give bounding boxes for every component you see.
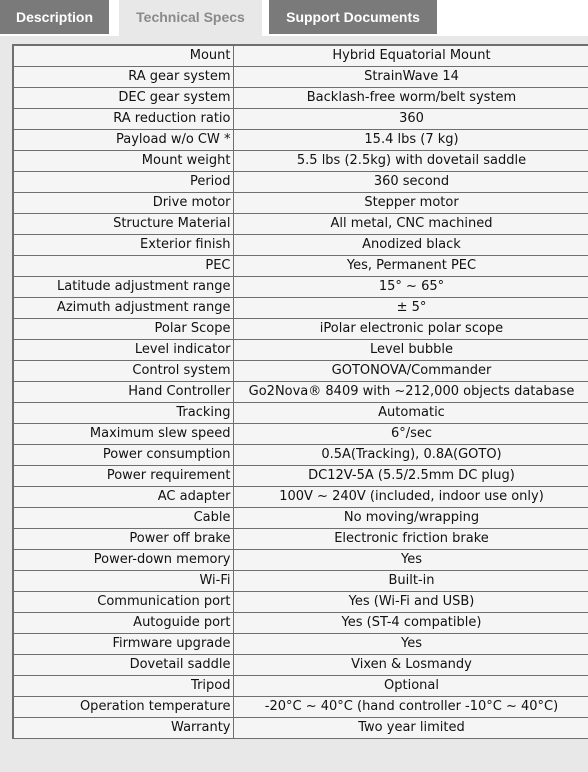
- spec-value: Optional: [233, 675, 588, 696]
- spec-value: Anodized black: [233, 234, 588, 255]
- spec-label: Power requirement: [13, 465, 233, 486]
- spec-label: Power consumption: [13, 444, 233, 465]
- spec-value: 15.4 lbs (7 kg): [233, 129, 588, 150]
- tab-support-documents[interactable]: Support Documents: [269, 0, 437, 34]
- spec-value: Backlash-free worm/belt system: [233, 87, 588, 108]
- spec-value: GOTONOVA/Commander: [233, 360, 588, 381]
- spec-label: Azimuth adjustment range: [13, 297, 233, 318]
- table-row: [13, 717, 588, 738]
- spec-value: Go2Nova® 8409 with ~212,000 objects database: [233, 381, 588, 402]
- table-row: [13, 45, 588, 66]
- spec-label: Latitude adjustment range: [13, 276, 233, 297]
- table-row: [13, 276, 588, 297]
- spec-value: Stepper motor: [233, 192, 588, 213]
- spec-value: iPolar electronic polar scope: [233, 318, 588, 339]
- spec-label: Hand Controller: [13, 381, 233, 402]
- tab-panel-technical-specs: [0, 36, 588, 772]
- spec-value: No moving/wrapping: [233, 507, 588, 528]
- spec-label: Dovetail saddle: [13, 654, 233, 675]
- spec-value: Hybrid Equatorial Mount: [233, 45, 588, 66]
- spec-value: ± 5°: [233, 297, 588, 318]
- table-row: [13, 696, 588, 717]
- table-row: [13, 255, 588, 276]
- spec-label: Drive motor: [13, 192, 233, 213]
- table-row: [13, 612, 588, 633]
- spec-label: Tracking: [13, 402, 233, 423]
- table-row: [13, 402, 588, 423]
- spec-value: 360 second: [233, 171, 588, 192]
- spec-value: 6°/sec: [233, 423, 588, 444]
- spec-value: 5.5 lbs (2.5kg) with dovetail saddle: [233, 150, 588, 171]
- spec-value: 360: [233, 108, 588, 129]
- spec-value: All metal, CNC machined: [233, 213, 588, 234]
- table-row: [13, 570, 588, 591]
- table-row: [13, 528, 588, 549]
- table-row: [13, 381, 588, 402]
- table-row: [13, 192, 588, 213]
- spec-label: Autoguide port: [13, 612, 233, 633]
- spec-value: Vixen & Losmandy: [233, 654, 588, 675]
- table-row: [13, 297, 588, 318]
- table-row: [13, 591, 588, 612]
- table-row: [13, 87, 588, 108]
- spec-label: DEC gear system: [13, 87, 233, 108]
- spec-label: Communication port: [13, 591, 233, 612]
- spec-label: RA reduction ratio: [13, 108, 233, 129]
- spec-value: Yes: [233, 549, 588, 570]
- spec-value: Yes, Permanent PEC: [233, 255, 588, 276]
- table-row: [13, 633, 588, 654]
- spec-value: Two year limited: [233, 717, 588, 738]
- spec-label: Structure Material: [13, 213, 233, 234]
- spec-label: Level indicator: [13, 339, 233, 360]
- spec-value: -20°C ~ 40°C (hand controller -10°C ~ 40°C): [233, 696, 588, 717]
- spec-label: Firmware upgrade: [13, 633, 233, 654]
- spec-label: Payload w/o CW *: [13, 129, 233, 150]
- spec-value: 100V ~ 240V (included, indoor use only): [233, 486, 588, 507]
- spec-value: Automatic: [233, 402, 588, 423]
- table-row: [13, 654, 588, 675]
- spec-label: Mount weight: [13, 150, 233, 171]
- spec-value: Level bubble: [233, 339, 588, 360]
- spec-value: Yes (ST-4 compatible): [233, 612, 588, 633]
- spec-value: Yes (Wi-Fi and USB): [233, 591, 588, 612]
- table-row: [13, 465, 588, 486]
- spec-label: Operation temperature: [13, 696, 233, 717]
- spec-label: Exterior finish: [13, 234, 233, 255]
- table-row: [13, 360, 588, 381]
- spec-label: Power-down memory: [13, 549, 233, 570]
- table-row: [13, 171, 588, 192]
- spec-value: 15° ~ 65°: [233, 276, 588, 297]
- spec-value: 0.5A(Tracking), 0.8A(GOTO): [233, 444, 588, 465]
- spec-label: Mount: [13, 45, 233, 66]
- spec-value: Built-in: [233, 570, 588, 591]
- spec-value: Electronic friction brake: [233, 528, 588, 549]
- spec-label: Warranty: [13, 717, 233, 738]
- spec-label: Tripod: [13, 675, 233, 696]
- spec-label: RA gear system: [13, 66, 233, 87]
- table-row: [13, 486, 588, 507]
- table-row: [13, 150, 588, 171]
- table-row: [13, 66, 588, 87]
- table-row: [13, 549, 588, 570]
- tab-technical-specs[interactable]: Technical Specs: [119, 0, 262, 36]
- spec-label: Cable: [13, 507, 233, 528]
- table-row: [13, 129, 588, 150]
- spec-label: AC adapter: [13, 486, 233, 507]
- tab-description[interactable]: Description: [0, 0, 109, 34]
- table-row: [13, 108, 588, 129]
- spec-label: Power off brake: [13, 528, 233, 549]
- spec-label: Control system: [13, 360, 233, 381]
- spec-label: Maximum slew speed: [13, 423, 233, 444]
- table-row: [13, 423, 588, 444]
- table-row: [13, 234, 588, 255]
- spec-value: DC12V-5A (5.5/2.5mm DC plug): [233, 465, 588, 486]
- spec-label: PEC: [13, 255, 233, 276]
- table-row: [13, 675, 588, 696]
- specs-table: [12, 44, 588, 739]
- spec-label: Wi-Fi: [13, 570, 233, 591]
- table-row: [13, 444, 588, 465]
- table-row: [13, 507, 588, 528]
- tab-bar: [0, 0, 588, 36]
- table-row: [13, 339, 588, 360]
- spec-value: Yes: [233, 633, 588, 654]
- spec-label: Period: [13, 171, 233, 192]
- spec-label: Polar Scope: [13, 318, 233, 339]
- spec-value: StrainWave 14: [233, 66, 588, 87]
- table-row: [13, 318, 588, 339]
- table-row: [13, 213, 588, 234]
